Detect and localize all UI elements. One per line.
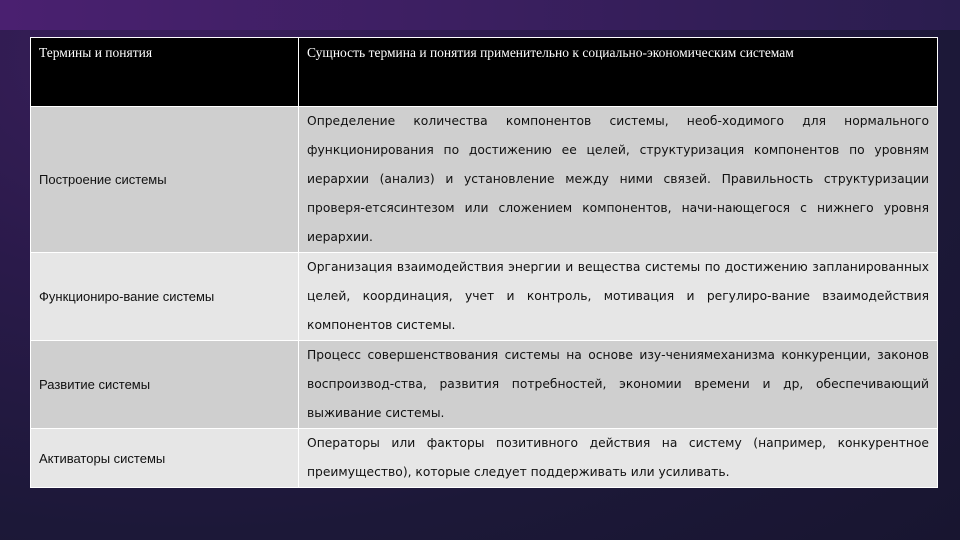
term-cell: Функциониро-вание системы (31, 253, 299, 341)
terms-table (30, 37, 938, 488)
table-header-row (31, 38, 938, 107)
table-row (31, 253, 938, 341)
header-terms: Термины и понятия (31, 38, 299, 107)
table-row (31, 341, 938, 429)
description-cell: Процесс совершенствования системы на основе изу-чениямеханизма конкуренции, законов воспроизвод-ства, развития потребностей, экономии времени и др, обеспечивающий выживание системы. (299, 341, 938, 429)
table-row (31, 429, 938, 488)
term-cell: Развитие системы (31, 341, 299, 429)
term-cell: Активаторы системы (31, 429, 299, 488)
table-row (31, 107, 938, 253)
header-essence: Сущность термина и понятия применительно к социально-экономическим системам (299, 38, 938, 107)
description-cell: Определение количества компонентов системы, необ-ходимого для нормального функционирования по достижению ее целей, структуризация компонентов по уровням иерархии (анализ) и установление между ними связей. Правильность структуризации проверя-етсясинтезом или сложением компонентов, начи-нающегося с нижнего уровня иерархии. (299, 107, 938, 253)
description-cell: Организация взаимодействия энергии и вещества системы по достижению запланированных целей, координация, учет и контроль, мотивация и регулиро-вание взаимодействия компонентов системы. (299, 253, 938, 341)
term-cell: Построение системы (31, 107, 299, 253)
slide-header-band (0, 0, 960, 30)
description-cell: Операторы или факторы позитивного действия на систему (например, конкурентное преимущество), которые следует поддерживать или усиливать. (299, 429, 938, 488)
